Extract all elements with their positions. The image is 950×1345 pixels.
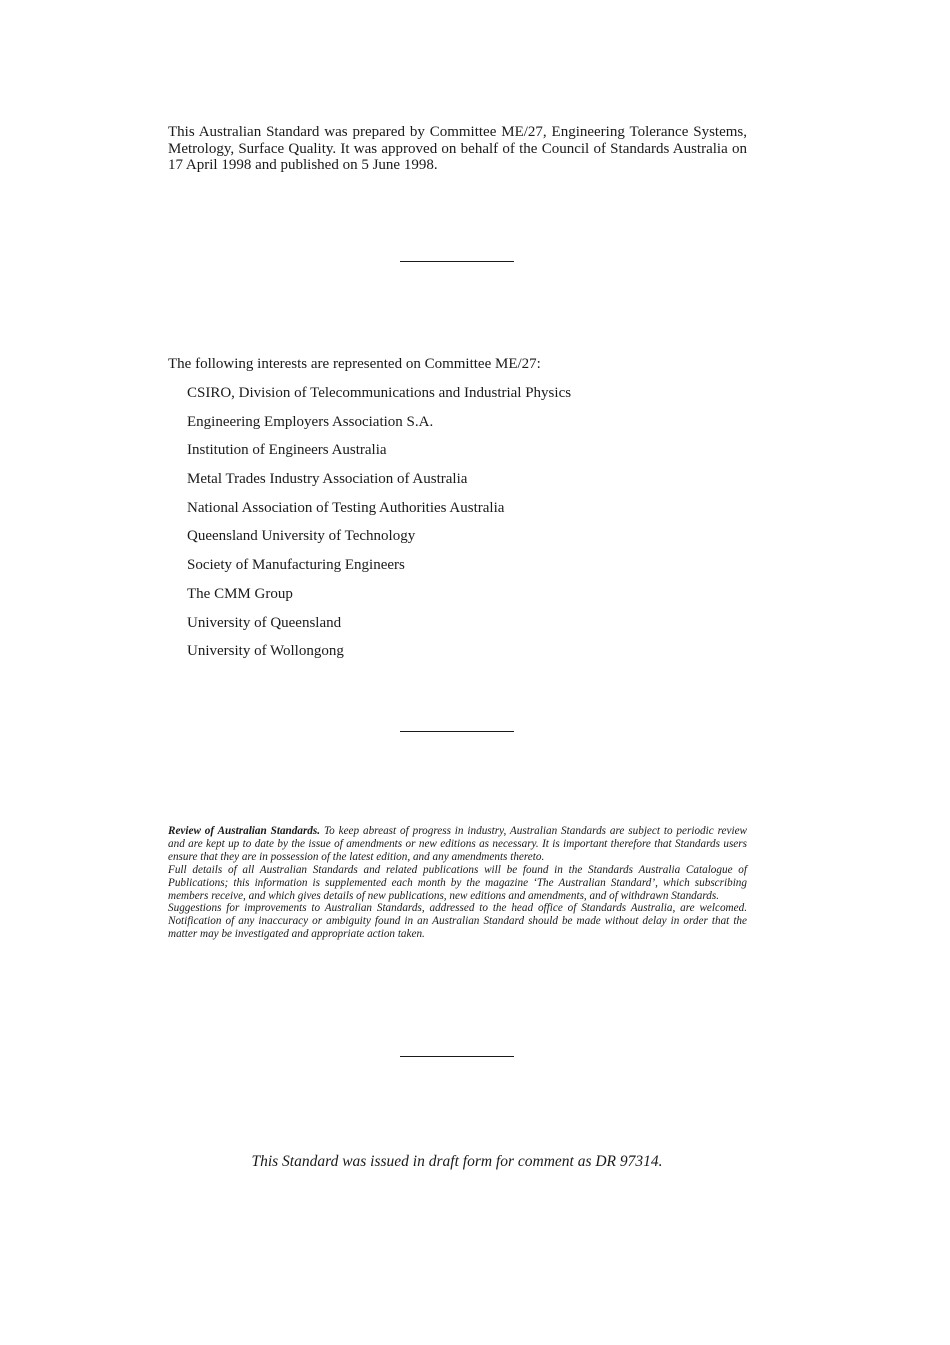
list-item: Metal Trades Industry Association of Australia [187,471,468,488]
divider-rule [400,1056,514,1057]
list-item: Institution of Engineers Australia [187,442,387,459]
divider-rule [400,731,514,732]
review-title: Review of Australian Standards. [168,825,321,837]
list-item: National Association of Testing Authorities Australia [187,499,505,516]
list-item: Society of Manufacturing Engineers [187,557,405,574]
review-paragraph-2: Full details of all Australian Standards and related publications will be found in the Standards Australia Catalogue of Publications; this information is supplemented each month by the magazine ‘The Australian Standard’, which subscribing members receive, and which gives details of new publications, new editions and amendments, and of withdrawn Standards. [168,863,747,902]
list-item: Engineering Employers Association S.A. [187,413,434,430]
list-item: The CMM Group [187,585,293,602]
committee-interests-heading: The following interests are represented on Committee ME/27: [168,356,541,372]
list-item: University of Queensland [187,614,342,631]
review-paragraph-1 [168,825,747,864]
divider-rule [400,261,514,262]
list-item: CSIRO, Division of Telecommunications and Industrial Physics [187,385,572,401]
list-item: University of Wollongong [187,643,344,660]
committee-interests-list [187,383,571,670]
approval-statement: This Australian Standard was prepared by Committee ME/27, Engineering Tolerance Systems, Metrology, Surface Quality. It was approved on behalf of the Council of Standards Australia on 17 April 1998 and published on 5 June 1998. [168,124,747,173]
draft-note: This Standard was issued in draft form for comment as DR 97314. [251,1153,663,1170]
list-item: Queensland University of Technology [187,528,416,545]
review-notice [168,825,747,941]
review-paragraph-1-text: To keep abreast of progress in industry, Australian Standards are subject to periodic review and are kept up to date by the issue of amendments or new editions as necessary. It is important therefore that Standards users ensure that they are in possession of the latest edition, and any amendments thereto. [168,825,748,863]
review-paragraph-3: Suggestions for improvements to Australian Standards, addressed to the head office of Standards Australia, are welcomed. Notification of any inaccuracy or ambiguity found in an Australian Standard should be made without delay in order that the matter may be investigated and appropriate action taken. [168,902,747,941]
